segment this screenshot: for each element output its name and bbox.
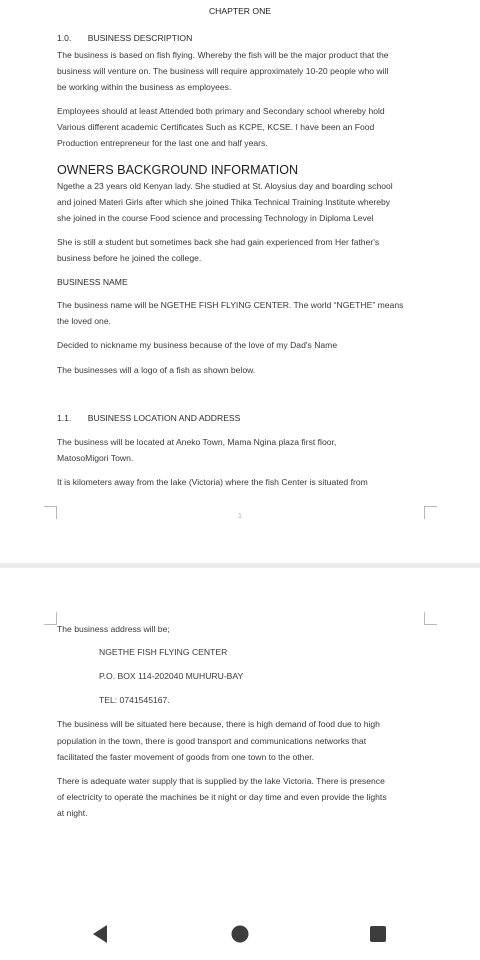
paragraph-line: MatosoMigori Town.	[57, 453, 134, 463]
margin-corner-mark	[44, 612, 57, 625]
section-heading-business-location	[57, 410, 425, 426]
back-icon	[90, 924, 110, 944]
home-button[interactable]	[228, 922, 252, 946]
paragraph-line: the loved one.	[57, 316, 111, 326]
paragraph-line: The business name will be NGETHE FISH FLYING CENTER. The world “NGETHE” means	[57, 300, 404, 310]
paragraph-line: Employees should at least Attended both primary and Secondary school whereby hold	[57, 106, 385, 116]
address-telephone: TEL: 0741545167.	[99, 695, 170, 705]
paragraph-line: The business will be situated here because, there is high demand of food due to high	[57, 719, 380, 729]
paragraph-line: business before he joined the college.	[57, 253, 202, 263]
paragraph-line: Production entrepreneur for the last one and half years.	[57, 138, 268, 148]
paragraph-line: be working within the business as employees.	[57, 82, 232, 92]
section-heading-business-description	[57, 30, 425, 46]
address-po-box: P.O. BOX 114-202040 MUHURU-BAY	[99, 671, 244, 681]
paragraph-line: The business is based on fish flying. Whereby the fish will be the major product that the	[57, 50, 389, 60]
paragraph-line: It is kilometers away from the lake (Victoria) where the fish Center is situated from	[57, 477, 368, 487]
home-icon	[230, 924, 250, 944]
section-title: BUSINESS DESCRIPTION	[87, 33, 193, 43]
paragraph-line: at night.	[57, 808, 88, 818]
section-title: BUSINESS LOCATION AND ADDRESS	[87, 413, 241, 423]
chapter-title: CHAPTER ONE	[208, 6, 272, 16]
section-number: 1.0.	[57, 33, 72, 43]
paragraph-line: Various different academic Certificates Such as KCPE, KCSE. I have been an Food	[57, 122, 375, 132]
business-name-heading: BUSINESS NAME	[57, 277, 128, 287]
paragraph-line: The businesses will a logo of a fish as shown below.	[57, 365, 256, 375]
paragraph-line: There is adequate water supply that is supplied by the lake Victoria. There is presence	[57, 776, 385, 786]
paragraph-line: Decided to nickname my business because of the love of my Dad's Name	[57, 340, 338, 350]
paragraph-line: of electricity to operate the machines be it night or day time and even provide the lights	[57, 792, 387, 802]
address-intro: The business address will be;	[57, 624, 170, 634]
recents-button[interactable]	[366, 922, 390, 946]
section-number: 1.1.	[57, 413, 72, 423]
paragraph-line: she joined in the course Food science and processing Technology in Diploma Level	[57, 213, 374, 223]
paragraph-line: population in the town, there is good transport and communications networks that	[57, 736, 367, 746]
back-button[interactable]	[88, 922, 112, 946]
paragraph-line: business will venture on. The business will require approximately 10-20 people who will	[57, 66, 389, 76]
page-number: 1	[238, 513, 242, 520]
document-page-2	[0, 568, 480, 908]
recents-icon	[368, 924, 388, 944]
margin-corner-mark	[424, 612, 437, 625]
paragraph-line: She is still a student but sometimes back she had gain experienced from Her father's	[57, 237, 380, 247]
address-business-name: NGETHE FISH FLYING CENTER	[99, 647, 228, 657]
paragraph-line: The business will be located at Aneko Town, Mama Ngina plaza first floor,	[57, 437, 337, 447]
android-navigation-bar	[0, 908, 480, 960]
paragraph-line: and joined Materi Girls after which she joined Thika Technical Training Institute whereby	[57, 197, 391, 207]
owners-background-heading: OWNERS BACKGROUND INFORMATION	[57, 163, 299, 177]
paragraph-line: Ngethe a 23 years old Kenyan lady. She studied at St. Aloysius day and boarding school	[57, 181, 393, 191]
paragraph-line: facilitated the faster movement of goods from one town to the other.	[57, 752, 315, 762]
